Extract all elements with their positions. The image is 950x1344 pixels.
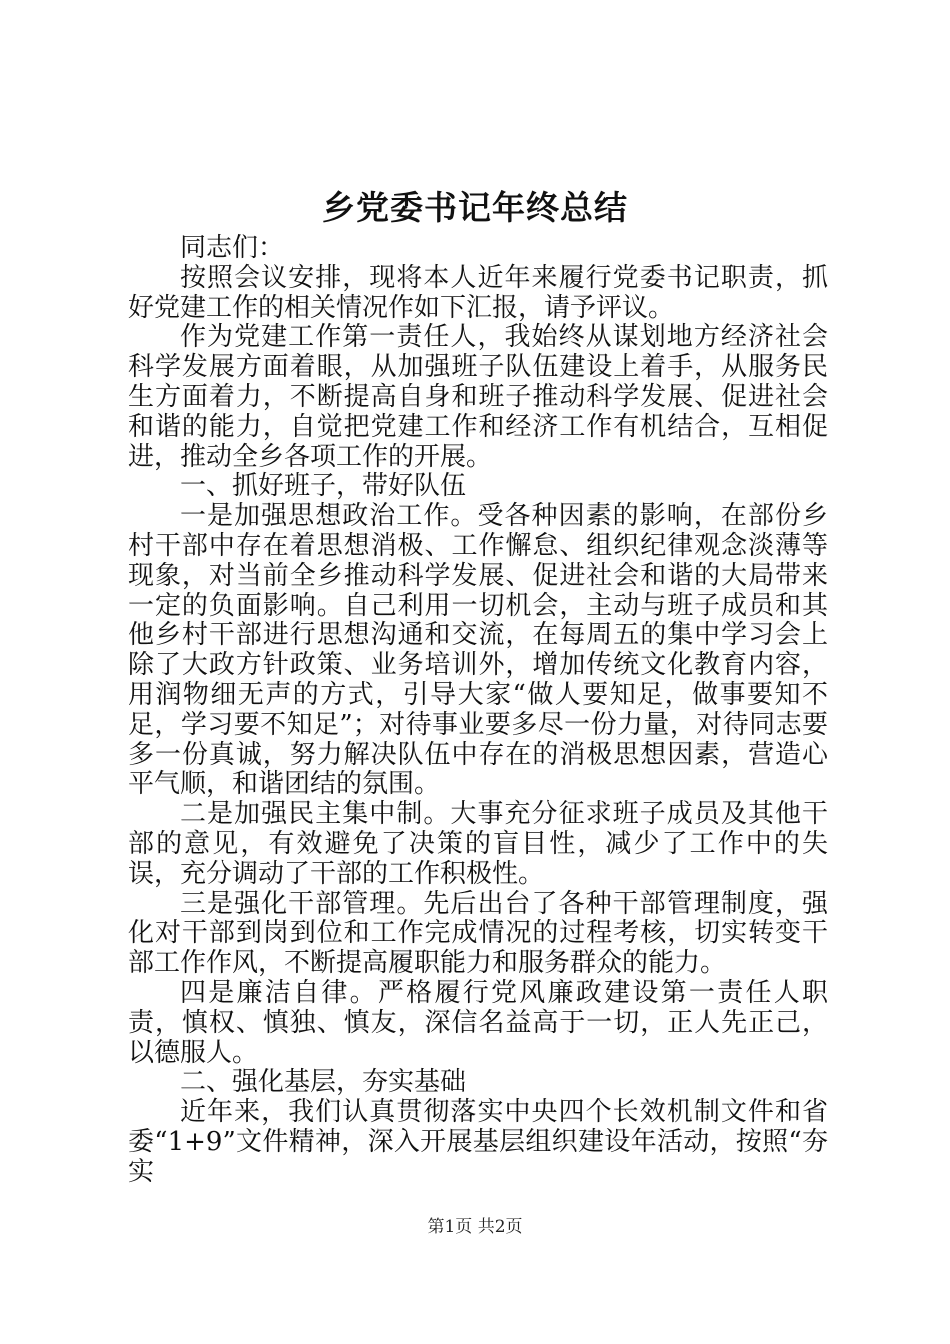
body-paragraph: 三是强化干部管理。先后出台了各种干部管理制度，强化对干部到岗到位和工作完成情况的过程考核，切实转变干部工作作风，不断提高履职能力和服务群众的能力。 (128, 888, 828, 979)
body-paragraph: 四是廉洁自律。严格履行党风廉政建设第一责任人职责，慎权、慎独、慎友，深信名益高于一切，正人先正己，以德服人。 (128, 977, 828, 1068)
body-paragraph: 近年来，我们认真贯彻落实中央四个长效机制文件和省委“1+9”文件精神，深入开展基层组织建设年活动，按照“夯实 (128, 1097, 828, 1187)
document-body (128, 234, 828, 1188)
page-number-footer: 第1页 共2页 (427, 1217, 523, 1237)
body-paragraph: 一是加强思想政治工作。受各种因素的影响，在部份乡村干部中存在着思想消极、工作懈怠、组织纪律观念淡薄等现象，对当前全乡推动科学发展、促进社会和谐的大局带来一定的负面影响。自己利用一切机会，主动与班子成员和其他乡村干部进行思想沟通和交流，在每周五的集中学习会上除了大政方针政策、业务培训外，增加传统文化教育内容，用润物细无声的方式，引导大家“做人要知足，做事要知不足，学习要不知足”；对待事业要多尽一份力量，对待同志要多一份真诚，努力解决队伍中存在的消极思想因素，营造心平气顺，和谐团结的氛围。 (128, 501, 828, 800)
document-title: 乡党委书记年终总结 (322, 188, 628, 227)
section-heading-1: 一、抓好班子，带好队伍 (180, 471, 467, 502)
overview-paragraph: 作为党建工作第一责任人，我始终从谋划地方经济社会科学发展方面着眼，从加强班子队伍建设上着手，从服务民生方面着力，不断提高自身和班子推动科学发展、促进社会和谐的能力，自觉把党建工作和经济工作有机结合，互相促进，推动全乡各项工作的开展。 (128, 322, 828, 472)
body-paragraph: 二是加强民主集中制。大事充分征求班子成员及其他干部的意见，有效避免了决策的盲目性，减少了工作中的失误，充分调动了干部的工作积极性。 (128, 799, 828, 889)
intro-paragraph: 按照会议安排，现将本人近年来履行党委书记职责，抓好党建工作的相关情况作如下汇报，请予评议。 (128, 262, 828, 323)
section-heading-2: 二、强化基层，夯实基础 (180, 1067, 467, 1098)
salutation-paragraph: 同志们： (180, 233, 285, 263)
